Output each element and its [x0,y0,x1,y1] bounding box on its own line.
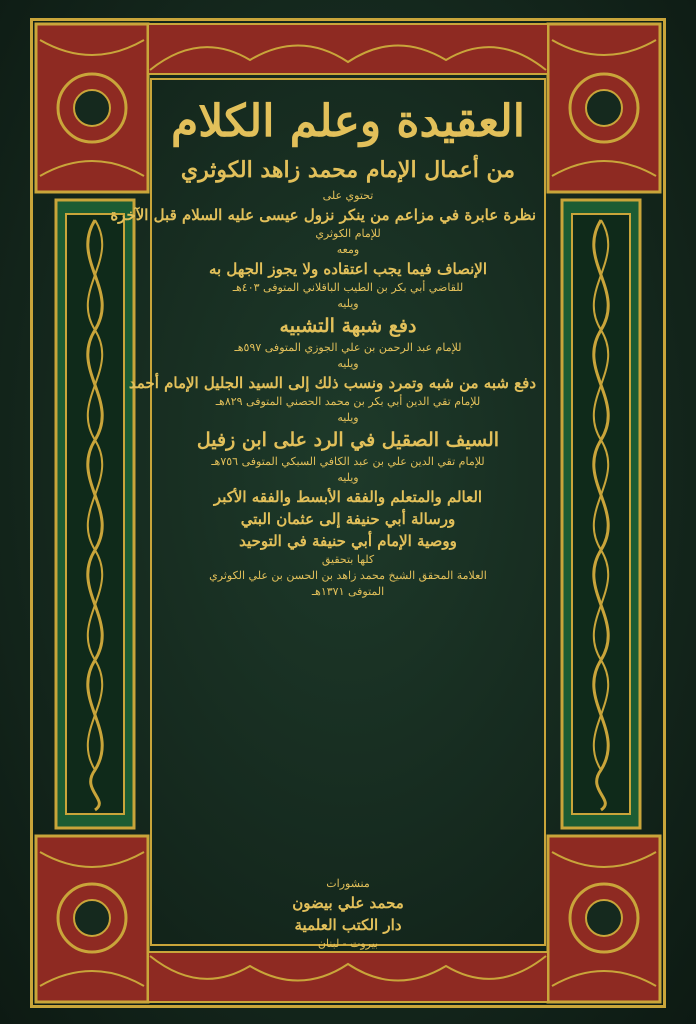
contents-line: العلامة المحقق الشيخ محمد زاهد بن الحسن بن علي الكوثري [209,569,487,582]
publisher-name: محمد علي بيضون [292,894,404,912]
contents-line: العالم والمتعلم والفقه الأبسط والفقه الأكبر [213,488,483,506]
contents-line: للإمام الكوثري [315,227,381,240]
contents-line: ويليه [337,411,359,424]
book-title: العقيدة وعلم الكلام [171,96,525,147]
contents-line: ومعه [336,243,360,256]
title-block [110,82,536,942]
contents-line: ويليه [337,297,359,310]
contents-line: كلها بتحقيق [321,553,375,566]
contents-line: السيف الصقيل في الرد على ابن زفيل [196,429,500,451]
contents-line: دفع شبهة التشبيه [279,315,417,337]
contents-line: المتوفى ١٣٧١هـ [311,585,385,598]
contents-line: للإمام تقي الدين أبي بكر بن محمد الحصني المتوفى ٨٢٩هـ [215,395,481,408]
contents-line: ووصية الإمام أبي حنيفة في التوحيد [239,532,457,550]
contents-line: الإنصاف فيما يجب اعتقاده ولا يجوز الجهل به [208,260,487,278]
contents-line: للإمام تقي الدين علي بن عبد الكافي السبكي المتوفى ٧٥٦هـ [211,455,485,468]
publisher-block [258,876,438,952]
publishing-house: دار الكتب العلمية [294,916,402,934]
contents-line: تحتوي على [322,189,374,202]
contents-line: للإمام عبد الرحمن بن علي الجوزي المتوفى ٥٩٧هـ [234,341,462,354]
contents-line: ويليه [337,471,359,484]
contents-line: للقاضي أبي بكر بن الطيب الباقلاني المتوفى ٤٠٣هـ [232,281,464,294]
contents-line: ورسالة أبي حنيفة إلى عثمان البتي [240,510,456,528]
publisher-city: بيروت - لبنان [317,937,379,950]
contents-line: نظرة عابرة في مزاعم من ينكر نزول عيسى عليه السلام قبل الآخرة [110,206,536,224]
contents-list [110,188,536,600]
contents-line: دفع شبه من شبه وتمرد ونسب ذلك إلى السيد الجليل الإمام أحمد [128,374,536,392]
publisher-label: منشورات [326,877,370,890]
contents-line: ويليه [337,357,359,370]
book-subtitle: من أعمال الإمام محمد زاهد الكوثري [180,157,516,183]
